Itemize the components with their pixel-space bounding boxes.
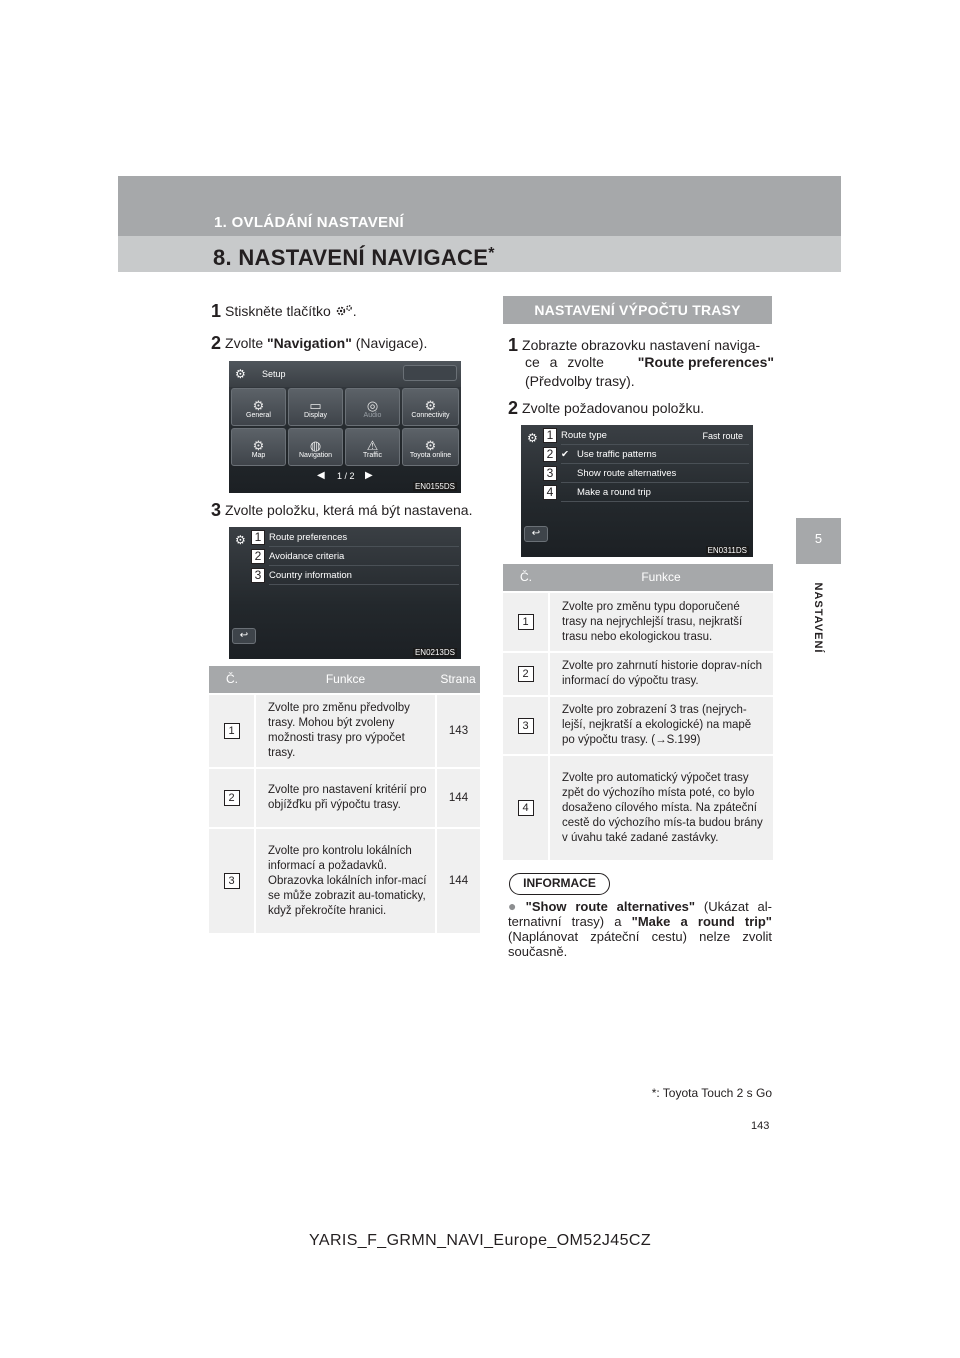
row-description: Zvolte pro zobrazení 3 tras (nejrych-lejší, nejkratší a ekologické) na mapě po výpočtu trasy. (→S.199) bbox=[549, 696, 773, 755]
step-number: 3 bbox=[211, 500, 222, 520]
prev-page-arrow-icon[interactable]: ◀ bbox=[317, 470, 325, 481]
menu-item-make-round-trip[interactable]: Make a round trip bbox=[561, 484, 749, 502]
row-description: Zvolte pro nastavení kritérií pro objížďku při výpočtu trasy. bbox=[255, 768, 436, 828]
tile-navigation[interactable]: ◍ Navigation bbox=[288, 428, 343, 466]
page-title-text: 8. NASTAVENÍ NAVIGACE bbox=[213, 245, 489, 270]
tile-audio[interactable]: ◎ Audio bbox=[345, 388, 400, 426]
step-2-left bbox=[211, 333, 427, 354]
checkmark-icon: ✔ bbox=[561, 449, 569, 460]
step-1-left bbox=[211, 301, 357, 322]
step-bold-term: "Route preferences" bbox=[637, 354, 774, 370]
step-number: 2 bbox=[508, 398, 519, 418]
audio-icon: ◎ bbox=[366, 398, 379, 413]
col-header-page: Strana bbox=[436, 666, 480, 694]
row-description: Zvolte pro zahrnutí historie doprav-ních informací do výpočtu trasy. bbox=[549, 652, 773, 696]
display-icon: ▭ bbox=[309, 398, 322, 413]
image-code: EN0213DS bbox=[414, 648, 455, 657]
setup-screen bbox=[229, 361, 461, 493]
pager: 1 / 2 bbox=[337, 471, 355, 481]
gear-icon: ⚙ bbox=[252, 398, 265, 413]
tile-general[interactable]: ⚙ General bbox=[231, 388, 286, 426]
setup-gear-icon bbox=[335, 304, 353, 318]
table-row bbox=[503, 652, 773, 696]
info-bold-term: "Make a round trip" bbox=[631, 914, 772, 929]
row-number: 1 bbox=[224, 723, 240, 739]
row-number: 2 bbox=[224, 790, 240, 806]
navigation-settings-screen bbox=[229, 527, 461, 659]
step-2-right bbox=[508, 398, 704, 419]
step-text: Stiskněte tlačítko bbox=[225, 303, 331, 319]
row-page: 143 bbox=[436, 694, 480, 768]
step-number: 2 bbox=[211, 333, 222, 353]
info-bold-term: "Show route alternatives" bbox=[525, 899, 696, 914]
step-text: Zvolte položku, která má být nastavena. bbox=[225, 502, 473, 518]
row-description: Zvolte pro změnu předvolby trasy. Mohou být zvoleny možnosti trasy pro výpočet trasy. bbox=[255, 694, 436, 768]
table-row bbox=[209, 768, 480, 828]
right-function-table bbox=[503, 564, 773, 860]
navigation-icon: ◍ bbox=[309, 438, 322, 453]
info-label: INFORMACE bbox=[509, 873, 610, 895]
row-description: Zvolte pro automatický výpočet trasy zpět do výchozího místa poté, co bylo dosaženo cílového místa. Na zpáteční cestě do výchozího mís-ta budou brány v úvahu také zadané zastávky. bbox=[549, 755, 773, 860]
callout-1: 1 bbox=[543, 428, 557, 443]
header-band bbox=[118, 176, 841, 272]
row-number: 1 bbox=[518, 614, 534, 630]
title-asterisk: * bbox=[488, 245, 495, 262]
back-icon[interactable]: ↩ bbox=[232, 628, 256, 644]
row-description: Zvolte pro kontrolu lokálních informací a požadavků. Obrazovka lokálních infor-mací se může zobrazit au-tomaticky, když překročíte hranici. bbox=[255, 828, 436, 933]
navigation-gear-icon: ⚙ bbox=[527, 431, 538, 445]
chapter-number: 5 bbox=[814, 531, 823, 546]
menu-item-route-preferences[interactable]: Route preferences bbox=[269, 529, 459, 547]
tile-connectivity[interactable]: ⚙ Connectivity bbox=[402, 388, 459, 426]
table-row bbox=[503, 592, 773, 652]
menu-item-country-information[interactable]: Country information bbox=[269, 567, 459, 585]
callout-2: 2 bbox=[251, 549, 265, 564]
page-number: 143 bbox=[751, 1120, 770, 1132]
image-code: EN0311DS bbox=[707, 546, 747, 555]
col-header-function: Funkce bbox=[549, 564, 773, 592]
table-row bbox=[503, 696, 773, 755]
step-text: Zobrazte obrazovku nastavení naviga- bbox=[522, 337, 761, 353]
setup-gear-icon: ⚙ bbox=[235, 367, 246, 381]
menu-item-use-traffic-patterns[interactable]: ✔ Use traffic patterns bbox=[561, 446, 749, 464]
traffic-icon: ⚠ bbox=[366, 438, 379, 453]
tile-display[interactable]: ▭ Display bbox=[288, 388, 343, 426]
tile-map[interactable]: ⚙ Map bbox=[231, 428, 286, 466]
callout-1: 1 bbox=[251, 530, 265, 545]
table-row bbox=[209, 828, 480, 933]
page-title bbox=[213, 245, 495, 271]
chapter-label: NASTAVENÍ bbox=[812, 582, 824, 654]
tile-toyota-online[interactable]: ⚙ Toyota online bbox=[402, 428, 459, 466]
route-type-value: Fast route bbox=[702, 431, 743, 441]
step-text: ce a zvolte bbox=[525, 354, 604, 370]
table-row bbox=[503, 755, 773, 860]
step-3-left bbox=[211, 500, 472, 521]
next-page-arrow-icon[interactable]: ▶ bbox=[365, 470, 373, 481]
navigation-gear-icon: ⚙ bbox=[235, 533, 246, 547]
footnote: *: Toyota Touch 2 s Go bbox=[651, 1086, 772, 1100]
callout-3: 3 bbox=[251, 568, 265, 583]
callout-4: 4 bbox=[543, 485, 557, 500]
step-text-end: . bbox=[352, 303, 357, 319]
back-icon[interactable]: ↩ bbox=[524, 526, 548, 542]
col-header-num: Č. bbox=[209, 666, 255, 694]
row-description: Zvolte pro změnu typu doporučené trasy na nejrychlejší trasu, nejkratší trasu nebo ekologickou trasu. bbox=[549, 592, 773, 652]
step-bold-term: "Navigation" bbox=[267, 335, 352, 351]
screen-title: Setup bbox=[262, 369, 286, 379]
callout-3: 3 bbox=[543, 466, 557, 481]
info-text: ● "Show route alternatives" (Ukázat al-ternativní trasy) a "Make a round trip" (Naplánovat zpáteční cestu) nelze zvolit současně. bbox=[508, 898, 772, 959]
section-heading-text: NASTAVENÍ VÝPOČTU TRASY bbox=[534, 302, 741, 318]
section-label: 1. OVLÁDÁNÍ NASTAVENÍ bbox=[214, 214, 404, 231]
step-number: 1 bbox=[211, 301, 222, 321]
left-function-table bbox=[209, 666, 480, 933]
section-heading bbox=[503, 296, 772, 324]
chapter-tab bbox=[796, 518, 841, 564]
route-preferences-screen bbox=[521, 425, 753, 557]
row-page: 144 bbox=[436, 768, 480, 828]
tile-traffic[interactable]: ⚠ Traffic bbox=[345, 428, 400, 466]
image-code: EN0155DS bbox=[414, 482, 455, 491]
step-number: 1 bbox=[508, 335, 519, 355]
step-text-end: (Navigace). bbox=[355, 335, 428, 351]
step-1-right-line2 bbox=[525, 352, 774, 373]
connectivity-icon: ⚙ bbox=[424, 398, 437, 413]
document-code: YARIS_F_GRMN_NAVI_Europe_OM52J45CZ bbox=[308, 1232, 652, 1249]
callout-2: 2 bbox=[543, 447, 557, 462]
status-area bbox=[403, 365, 457, 381]
row-number: 3 bbox=[518, 718, 534, 734]
menu-item-avoidance-criteria[interactable]: Avoidance criteria bbox=[269, 548, 459, 566]
menu-item-show-route-alternatives[interactable]: Show route alternatives bbox=[561, 465, 749, 483]
col-header-num: Č. bbox=[503, 564, 549, 592]
menu-item-route-type[interactable]: Route type bbox=[561, 427, 749, 445]
row-number: 2 bbox=[518, 666, 534, 682]
row-number: 4 bbox=[518, 800, 534, 816]
table-row bbox=[209, 694, 480, 768]
step-text: Zvolte bbox=[225, 335, 264, 351]
online-icon: ⚙ bbox=[424, 438, 437, 453]
step-text: Zvolte požadovanou položku. bbox=[522, 400, 705, 416]
row-page: 144 bbox=[436, 828, 480, 933]
row-number: 3 bbox=[224, 873, 240, 889]
col-header-function: Funkce bbox=[255, 666, 436, 694]
step-1-right-line3: (Předvolby trasy). bbox=[525, 373, 635, 389]
bullet-icon: ● bbox=[508, 898, 522, 914]
map-icon: ⚙ bbox=[252, 438, 265, 453]
